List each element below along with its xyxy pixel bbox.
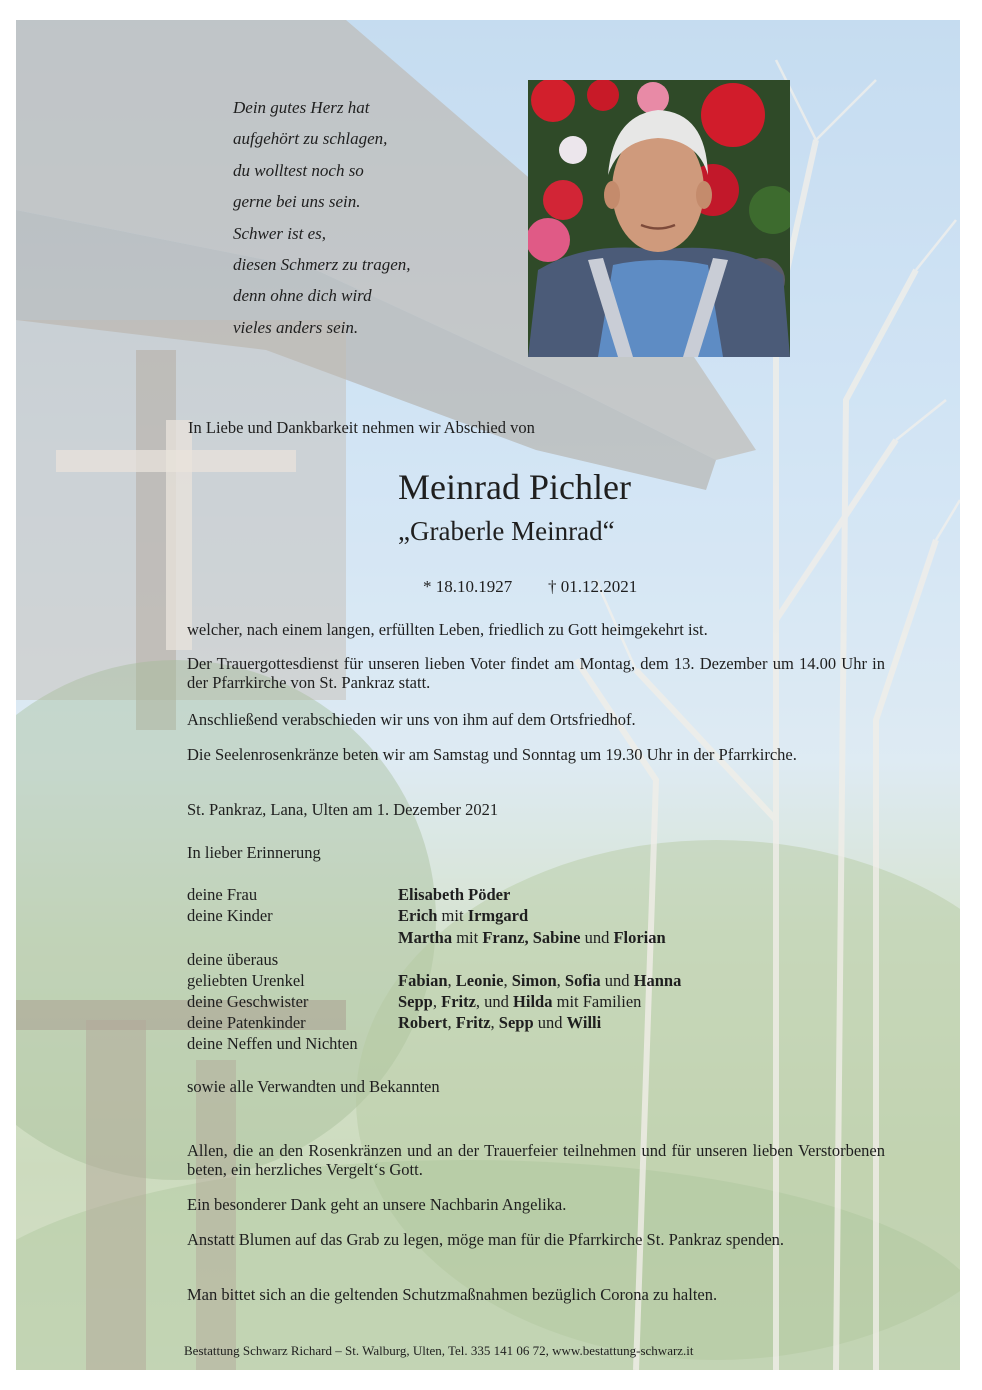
name-fritz-paten: Fritz: [455, 1013, 491, 1032]
poem-line-3: du wolltest noch so: [233, 160, 364, 180]
separator-comma: ,: [556, 971, 561, 990]
word-und: und: [537, 1013, 563, 1032]
flower-red-3: [701, 83, 765, 147]
death-date: † 01.12.2021: [548, 577, 638, 596]
flower-white: [559, 136, 587, 164]
poem-block: [233, 92, 513, 343]
birth-date: * 18.10.1927: [423, 577, 513, 596]
separator-comma: ,: [447, 1013, 452, 1032]
name-sepp-paten: Sepp: [498, 1013, 534, 1032]
ear-left: [604, 181, 620, 209]
flower-red-2: [587, 80, 619, 111]
geschwister-tail: mit Familien: [556, 992, 642, 1011]
closing-corona: Man bittet sich an die geltenden Schutzmaßnahmen bezüglich Corona zu halten.: [187, 1285, 718, 1304]
name-hanna: Hanna: [633, 971, 682, 990]
closing-thanks: Allen, die an den Rosenkränzen und an der Trauerfeier teilnehmen und für unseren lieben Verstorbenen beten, ein herzliches Vergelt‘s Gott.: [187, 1141, 885, 1179]
separator-comma: ,: [490, 1013, 495, 1032]
family-names-paten: [398, 1012, 601, 1033]
poem-line-8: vieles anders sein.: [233, 317, 359, 337]
paragraph-trauergottesdienst: Der Trauergottesdienst für unseren lieben Voter findet am Montag, dem 13. Dezember um 14.00 Uhr in der Pfarrkirche von St. Pankraz statt.: [187, 654, 885, 692]
flower-pink-1: [637, 82, 669, 114]
intro-line: In Liebe und Dankbarkeit nehmen wir Abschied von: [188, 418, 535, 437]
portrait-photo: [528, 80, 790, 357]
poem-line-1: Dein gutes Herz hat: [233, 98, 370, 117]
word-mit: mit: [441, 906, 464, 925]
separator-comma-und: , und: [475, 992, 509, 1011]
relatives-line: sowie alle Verwandten und Bekannten: [187, 1077, 440, 1096]
closing-neighbour: Ein besonderer Dank geht an unsere Nachbarin Angelika.: [187, 1195, 567, 1214]
closing-donation: Anstatt Blumen auf das Grab zu legen, möge man für die Pfarrkirche St. Pankraz spenden.: [187, 1230, 785, 1249]
family-label-frau: deine Frau: [187, 885, 258, 904]
footer-funeral-home: Bestattung Schwarz Richard – St. Walburg, Ulten, Tel. 335 141 06 72, www.bestattung-schwarz.it: [184, 1343, 694, 1358]
poem-line-5: Schwer ist es,: [233, 223, 327, 243]
paragraph-seelenrosenkraenze: Die Seelenrosenkränze beten wir am Samstag und Sonntag um 19.30 Uhr in der Pfarrkirche.: [187, 745, 797, 764]
flower-pink-2: [528, 218, 570, 262]
name-sofia: Sofia: [564, 971, 601, 990]
name-martha: Martha: [398, 928, 453, 947]
family-names-urenkel: [398, 970, 681, 991]
family-label-neffen: deine Neffen und Nichten: [187, 1034, 358, 1053]
separator-comma: ,: [447, 971, 452, 990]
poem-line-2: aufgehört zu schlagen,: [233, 129, 388, 149]
family-label-paten: deine Patenkinder: [187, 1013, 306, 1032]
name-sepp: Sepp: [398, 992, 433, 1011]
word-mit: mit: [456, 928, 479, 947]
family-names-frau: [398, 884, 510, 905]
name-elisabeth: Elisabeth Pöder: [398, 885, 511, 904]
name-willi: Willi: [566, 1013, 602, 1032]
family-label-kinder: deine Kinder: [187, 906, 273, 925]
name-hilda: Hilda: [513, 992, 553, 1011]
family-names-kinder-2: [398, 927, 666, 948]
separator-comma: ,: [503, 971, 508, 990]
poem-line-7: denn ohne dich wird: [233, 286, 372, 306]
flower-red-1: [531, 80, 575, 122]
name-erich: Erich: [398, 906, 438, 925]
name-simon: Simon: [511, 971, 557, 990]
place-and-date: St. Pankraz, Lana, Ulten am 1. Dezember 2021: [187, 800, 499, 819]
name-fabian: Fabian: [398, 971, 448, 990]
poem-line-4: gerne bei uns sein.: [233, 192, 361, 212]
family-names-geschwister: [398, 991, 641, 1012]
family-names-kinder-1: [398, 905, 528, 926]
poem-line-6: diesen Schmerz zu tragen,: [233, 255, 411, 275]
family-label-geschwister: deine Geschwister: [187, 992, 309, 1011]
name-irmgard: Irmgard: [467, 906, 529, 925]
paragraph-ortsfriedhof: Anschließend verabschieden wir uns von ihm auf dem Ortsfriedhof.: [187, 710, 636, 729]
word-und: und: [584, 928, 610, 947]
family-label-urenkel-2: geliebten Urenkel: [187, 971, 305, 990]
deceased-nickname: „Graberle Meinrad“: [398, 516, 615, 546]
memory-line: In lieber Erinnerung: [187, 843, 321, 862]
word-und: und: [604, 971, 630, 990]
separator-comma: ,: [432, 992, 437, 1011]
ear-right: [696, 181, 712, 209]
name-fritz: Fritz: [441, 992, 476, 1011]
name-leonie: Leonie: [455, 971, 504, 990]
name-franz-sabine: Franz, Sabine: [482, 928, 581, 947]
name-robert: Robert: [398, 1013, 448, 1032]
name-florian: Florian: [613, 928, 666, 947]
deceased-name: Meinrad Pichler: [398, 467, 631, 507]
flower-red-5: [543, 180, 583, 220]
family-label-urenkel-1: deine überaus: [187, 950, 279, 969]
paragraph-heimgekehrt: welcher, nach einem langen, erfüllten Leben, friedlich zu Gott heimgekehrt ist.: [187, 620, 708, 639]
